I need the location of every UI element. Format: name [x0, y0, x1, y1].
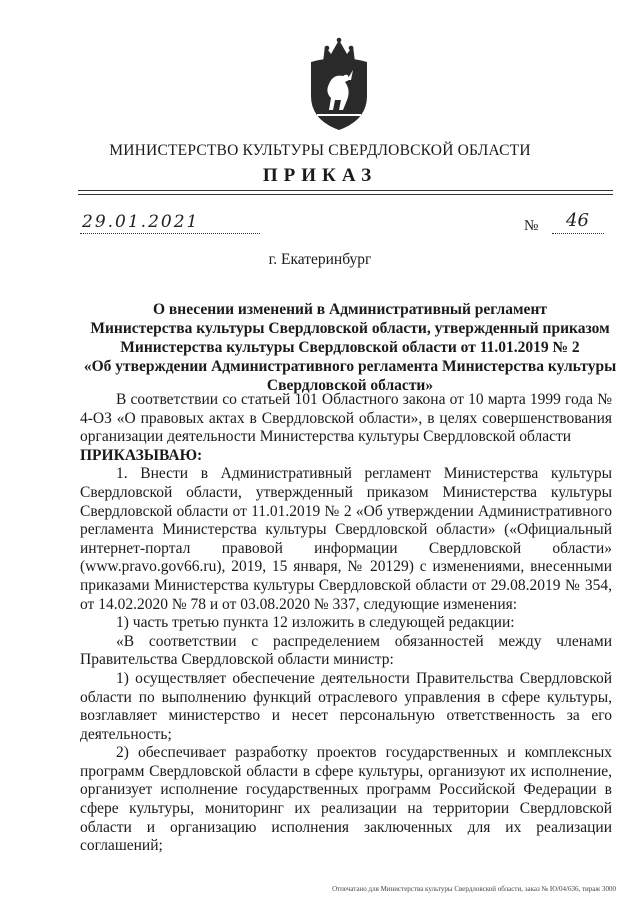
order-keyword: ПРИКАЗЫВАЮ:	[80, 446, 203, 464]
clause-1-paragraph: 1. Внести в Административный регламент Министерства культуры Свердловской области, утвержденный приказом Министерства культуры Свердловской области от 11.01.2019 № 2 «Об утверждении Административного регламента Министерства культуры Свердловской области» («Официальный интернет-портал правовой информации Свердловской области» (www.pravo.gov66.ru), 2019, 15 января, № 20129) с изменениями, внесенными приказами Министерства культуры Свердловской области от 29.08.2019 № 354, от 14.02.2020 № 78 и от 03.08.2020 № 337, следующие изменения:	[80, 465, 612, 613]
list-item-1: 1) осуществляет обеспечение деятельности Правительства Свердловской области по выполнению функций отраслевого управления в сфере культуры, возглавляет министерство и несет персональную ответственность за его деятельность;	[80, 669, 612, 743]
handwritten-date: 29.01.2021	[82, 212, 200, 232]
heading-line: Свердловской области»	[266, 377, 434, 394]
heading-line: Министерства культуры Свердловской области от 11.01.2019 № 2	[120, 339, 580, 356]
heading-line: О внесении изменений в Административный регламент	[153, 301, 547, 318]
order-heading	[80, 300, 620, 395]
header-divider	[78, 190, 613, 195]
number-label: №	[524, 218, 539, 234]
subclause-paragraph: 1) часть третью пункта 12 изложить в следующей редакции:	[116, 614, 515, 632]
print-footer: Отпечатано для Министерства культуры Свердловской области, заказ № Ю/04/636, тираж 3000	[332, 885, 616, 893]
coat-of-arms-emblem	[303, 36, 375, 132]
ministry-name: МИНИСТЕРСТВО КУЛЬТУРЫ СВЕРДЛОВСКОЙ ОБЛАСТИ	[109, 142, 531, 159]
city-line: г. Екатеринбург	[268, 251, 372, 268]
document-type-title: ПРИКАЗ	[262, 165, 378, 186]
handwritten-number: 46	[566, 210, 589, 231]
heading-line: «Об утверждении Административного регламента Министерства культуры	[83, 358, 617, 375]
preamble-paragraph: В соответствии со статьей 101 Областного закона от 10 марта 1999 года № 4-ОЗ «О правовых актах в Свердловской области», в целях совершенствования организации деятельности Министерства культуры Свердловской области	[80, 391, 612, 446]
date-underline	[80, 233, 260, 234]
heading-line: Министерства культуры Свердловской области, утвержденный приказом	[90, 320, 610, 337]
number-underline	[552, 233, 604, 234]
order-body	[80, 391, 612, 856]
list-item-2: 2) обеспечивает разработку проектов государственных и комплексных программ Свердловской области в сфере культуры, организуют их исполнение, организует исполнение государственных программ Российской Федерации в сфере культуры, мониторинг их реализации на территории Свердловской области и организацию исполнения заключенных для их реализации соглашений;	[80, 744, 612, 855]
quoted-paragraph: «В соответствии с распределением обязанностей между членами Правительства Свердловской области министр:	[80, 632, 612, 669]
